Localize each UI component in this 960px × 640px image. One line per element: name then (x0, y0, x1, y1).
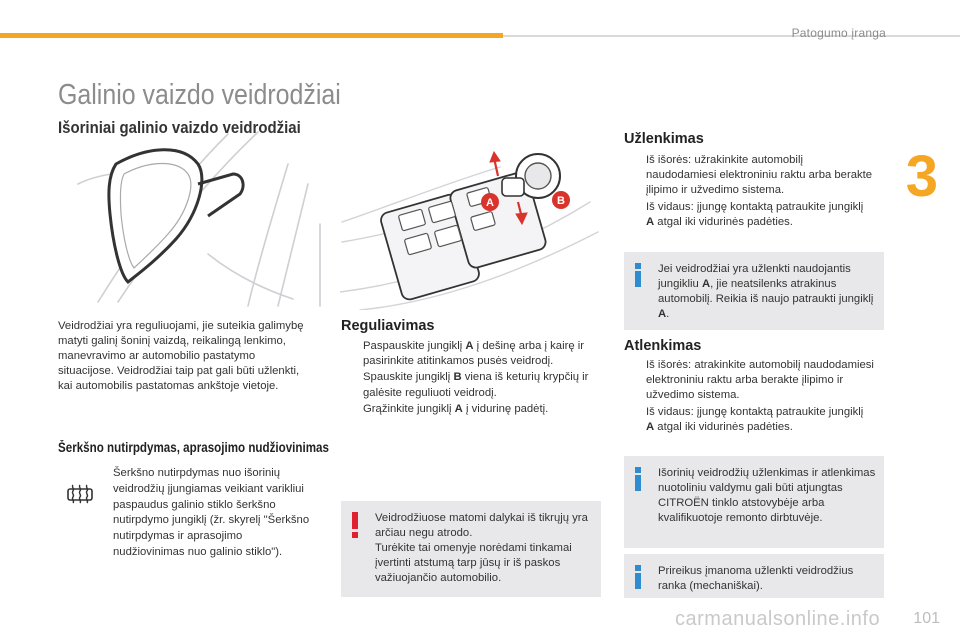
chapter-number: 3 (905, 144, 938, 209)
fold-list (624, 153, 874, 230)
warning-text-2: Turėkite tai omenyje norėdami tinkamai įvertinti atstumą tarp jūsų ir iš paskos važiuojančio automobilio. (375, 542, 572, 584)
rear-defrost-icon (66, 483, 94, 505)
list-item: Iš išorės: užrakinkite automobilį naudodamiesi elektroniniu raktu arba berakte įlipimo ir užvedimo sistema. (646, 154, 873, 197)
page-title: Galinio vaizdo veidrodžiai (58, 79, 341, 112)
fold-heading: Užlenkimas (624, 131, 704, 147)
defrost-heading: Šerkšno nutirpdymas, aprasojimo nudžiovinimas (58, 440, 329, 455)
list-item: Iš išorės: atrakinkite automobilį naudodamiesi elektroniniu raktu arba berakte įlipimo ir užvedimo sistema. (646, 359, 874, 402)
list-item: Iš vidaus: įjungę kontaktą patraukite jungiklį A atgal iki vidurinės padėties. (646, 200, 864, 228)
fold-info-box (624, 252, 884, 330)
adjust-list (341, 339, 603, 417)
label-b: B (557, 195, 565, 207)
list-item: Iš vidaus: įjungę kontaktą patraukite jungiklį A atgal iki vidurinės padėties. (646, 405, 864, 433)
label-a: A (486, 197, 494, 209)
chapter-label: Patogumo įranga (791, 26, 886, 40)
unfold-heading: Atlenkimas (624, 338, 702, 354)
watermark: carmanualsonline.info (675, 608, 881, 630)
unfold-list (624, 358, 874, 435)
list-item: Grąžinkite jungiklį A į vidurinę padėtį. (363, 402, 549, 415)
info-icon (634, 565, 642, 589)
intro-paragraph: Veidrodžiai yra reguliuojami, jie suteikia galimybę matyti galinį šoninį vaizdą, reikalingą lenkimo, manevravimo ar automobilio pastatymo situacijose. Veidrodžiai taip pat gali būti užlenkti, kai automobilis pastatomas ankštoje vietoje. (58, 320, 304, 392)
info-icon (634, 263, 642, 287)
unfold-info-text: Išorinių veidrodžių užlenkimas ir atlenkimas nuotoliniu valdymu gali būti atjungtas CITROËN tinklo atstovybėje arba kvalifikuotoje remonto dirbtuvėje. (658, 467, 876, 524)
warning-text-1: Veidrodžiuose matomi dalykai iš tikrųjų yra arčiau negu atrodo. (375, 512, 588, 539)
adjust-heading: Reguliavimas (341, 318, 435, 334)
list-item: Spauskite jungiklį B viena iš keturių krypčių ir galėsite reguliuoti veidrodį. (363, 371, 589, 399)
page-number: 101 (913, 610, 940, 627)
manual-fold-box (624, 554, 884, 598)
mirror-illustration (58, 124, 330, 308)
defrost-text: Šerkšno nutirpdymas nuo išorinių veidrodžių įjungiamas veikiant varikliui paspaudus galinio stiklo šerkšno nutirpdymo jungiklį (žr. skyrelį "Šerkšno nutirpdymas ir aprasojimo nudžiovinimas nuo galinio stiklo"). (113, 467, 310, 558)
unfold-info-box (624, 456, 884, 548)
header-rule (503, 35, 960, 37)
manual-fold-text: Prireikus įmanoma užlenkti veidrodžius ranka (mechaniškai). (658, 565, 854, 592)
switch-panel-illustration (340, 142, 602, 310)
header-accent-bar (0, 33, 503, 38)
info-icon (634, 467, 642, 491)
list-item: Paspauskite jungiklį A į dešinę arba į kairę ir pasirinkite atitinkamos pusės veidrodį. (363, 340, 585, 368)
warning-icon (351, 512, 359, 538)
fold-info-text: Jei veidrodžiai yra užlenkti naudojantis jungikliu A, jie neatsilenks atrakinus automobilį. Reikia iš naujo patraukti jungiklį A. (658, 263, 874, 320)
warning-box (341, 501, 601, 597)
section-title: Išoriniai galinio vaizdo veidrodžiai (58, 118, 301, 138)
